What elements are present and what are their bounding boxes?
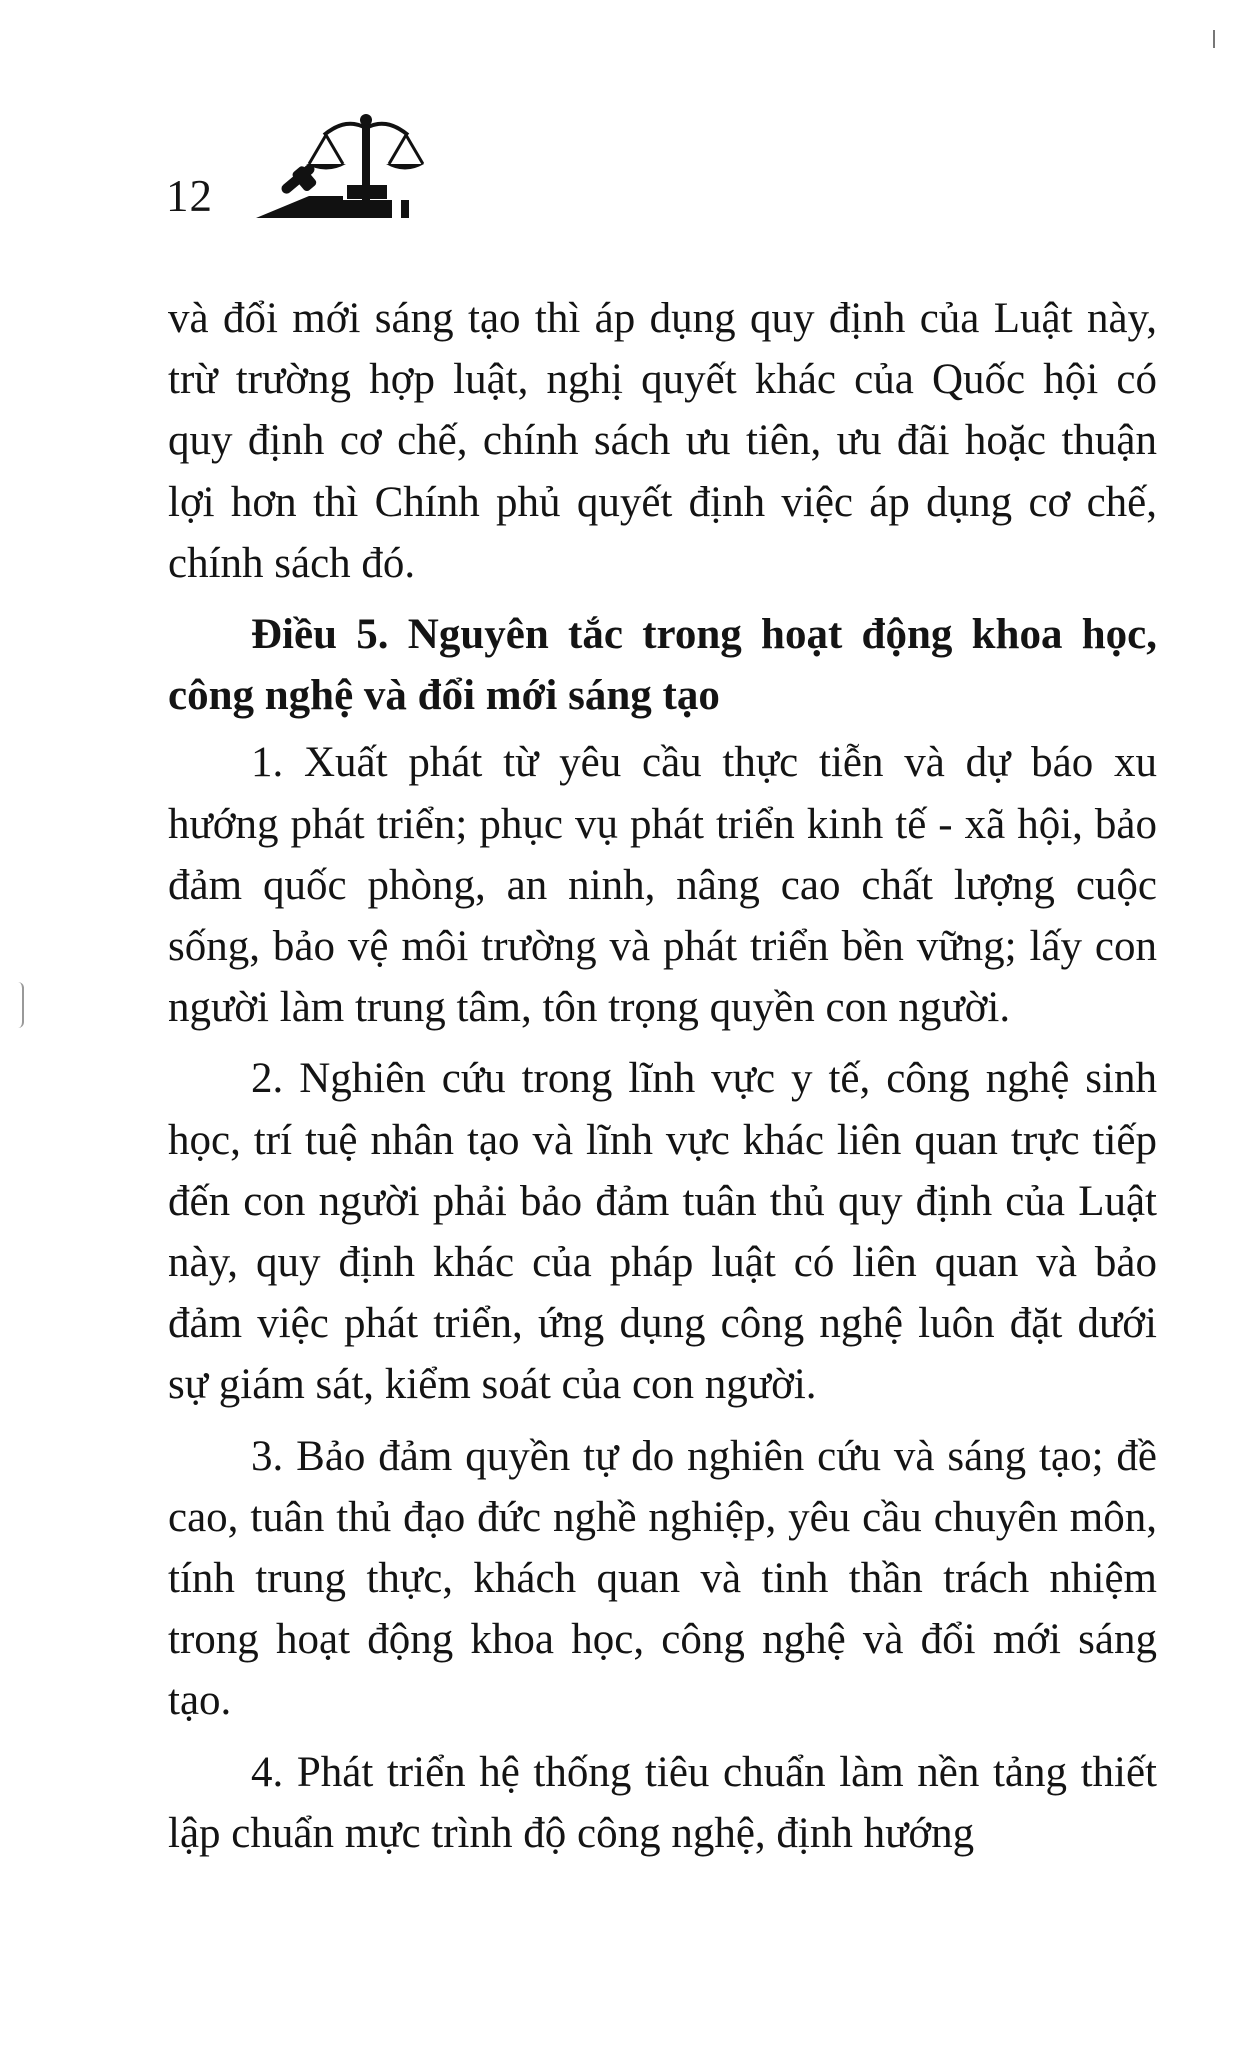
document-body bbox=[168, 288, 1157, 1864]
page-number: 12 bbox=[166, 171, 213, 221]
page-edge-mark bbox=[1213, 30, 1215, 48]
paragraph-continuation: và đổi mới sáng tạo thì áp dụng quy định của Luật này, trừ trường hợp luật, nghị quyết khác của Quốc hội có quy định cơ chế, chính sách ưu tiên, ưu đãi hoặc thuận lợi hơn thì Chính phủ quyết định việc áp dụng cơ chế, chính sách đó. bbox=[168, 295, 1157, 587]
paragraph-item-4: 4. Phát triển hệ thống tiêu chuẩn làm nền tảng thiết lập chuẩn mực trình độ công nghệ, định hướng bbox=[168, 1748, 1157, 1857]
page-header bbox=[166, 112, 496, 232]
article-heading: Điều 5. Nguyên tắc trong hoạt động khoa học, công nghệ và đổi mới sáng tạo bbox=[168, 611, 1157, 720]
scan-mark bbox=[18, 982, 24, 1028]
scales-of-justice-and-gavel-icon bbox=[254, 112, 424, 224]
paragraph-item-3: 3. Bảo đảm quyền tự do nghiên cứu và sáng tạo; đề cao, tuân thủ đạo đức nghề nghiệp, yêu cầu chuyên môn, tính trung thực, khách quan và tinh thần trách nhiệm trong hoạt động khoa học, công nghệ và đổi mới sáng tạo. bbox=[168, 1432, 1157, 1725]
paragraph-item-1: 1. Xuất phát từ yêu cầu thực tiễn và dự báo xu hướng phát triển; phục vụ phát triển kinh tế - xã hội, bảo đảm quốc phòng, an ninh, nâng cao chất lượng cuộc sống, bảo vệ môi trường và phát triển bền vững; lấy con người làm trung tâm, tôn trọng quyền con người. bbox=[168, 739, 1157, 1032]
paragraph-item-2: 2. Nghiên cứu trong lĩnh vực y tế, công nghệ sinh học, trí tuệ nhân tạo và lĩnh vực khác liên quan trực tiếp đến con người phải bảo đảm tuân thủ quy định của Luật này, quy định khác của pháp luật có liên quan và bảo đảm việc phát triển, ứng dụng công nghệ luôn đặt dưới sự giám sát, kiểm soát của con người. bbox=[168, 1055, 1157, 1409]
